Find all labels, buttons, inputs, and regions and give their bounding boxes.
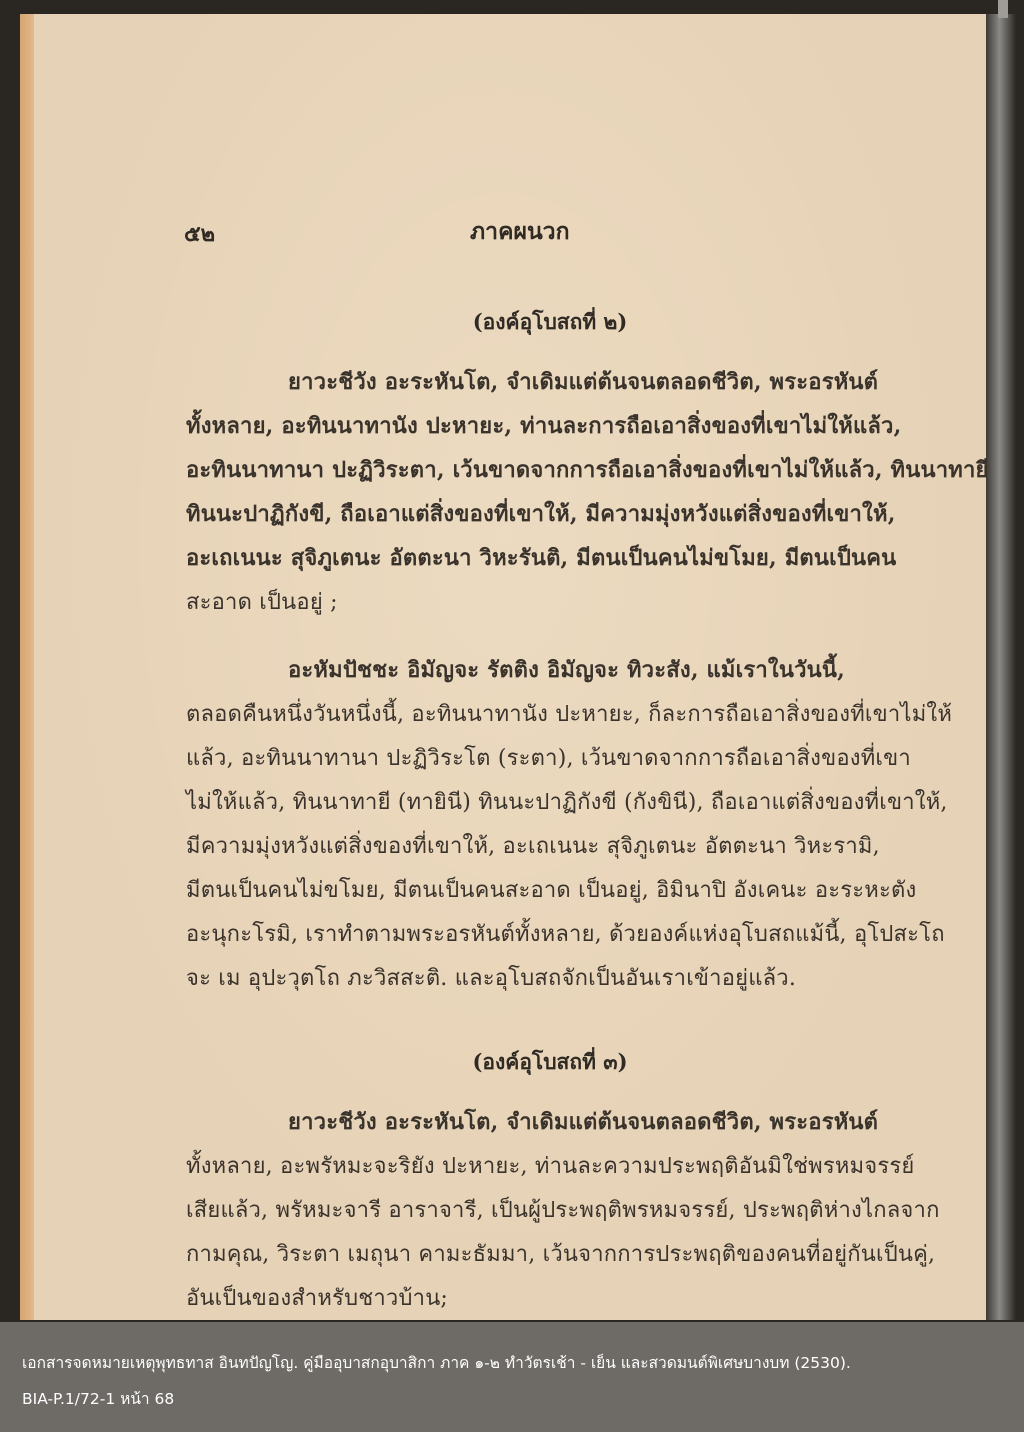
text-line: ยาวะชีวัง อะระหันโต, จำเดิมแต่ต้นจนตลอดชีวิต, พระอรหันต์ [288, 1109, 879, 1135]
page-tab-marker [998, 0, 1008, 18]
text-line: ทั้งหลาย, อะทินนาทานัง ปะหายะ, ท่านละการถือเอาสิ่งของที่เขาไม่ให้แล้ว, [186, 413, 902, 439]
text-line: มีตนเป็นคนไม่ขโมย, มีตนเป็นคนสะอาด เป็นอยู่, อิมินาปิ อังเคนะ อะระหะตัง [186, 878, 917, 903]
book-binding-edge [986, 14, 1016, 1320]
page-left-edge [20, 14, 34, 1320]
text-line: ตลอดคืนหนึ่งวันหนึ่งนี้, อะทินนาทานัง ปะหายะ, ก็ละการถือเอาสิ่งของที่เขาไม่ให้ [186, 702, 953, 727]
text-line: ยาวะชีวัง อะระหันโต, จำเดิมแต่ต้นจนตลอดชีวิต, พระอรหันต์ [288, 369, 879, 395]
page-number: ๕๒ [184, 221, 216, 247]
text-line: อะทินนาทานา ปะฏิวิระตา, เว้นขาดจากการถือเอาสิ่งของที่เขาไม่ให้แล้ว, ทินนาทายี [186, 457, 989, 483]
caption-bar [0, 1322, 1024, 1432]
section-heading-3: (องค์อุโบสถที่ ๓) [472, 1049, 628, 1074]
text-line: ทั้งหลาย, อะพรัหมะจะริยัง ปะหายะ, ท่านละความประพฤติอันมิใช่พรหมจรรย์ [186, 1154, 915, 1179]
text-line: อะเถเนนะ สุจิภูเตนะ อัตตะนา วิหะรันติ, มีตนเป็นคนไม่ขโมย, มีตนเป็นคน [186, 545, 897, 571]
text-line: อะนุกะโรมิ, เราทำตามพระอรหันต์ทั้งหลาย, ด้วยองค์แห่งอุโบสถแม้นี้, อุโปสะโถ [186, 922, 945, 947]
text-line: จะ เม อุปะวุตโถ ภะวิสสะติ. และอุโบสถจักเป็นอันเราเข้าอยู่แล้ว. [186, 966, 797, 991]
text-line: กามคุณ, วิระตา เมถุนา คามะธัมมา, เว้นจากการประพฤติของคนที่อยู่กันเป็นคู่, [186, 1242, 936, 1267]
page-title: ภาคผนวก [470, 218, 570, 245]
text-line: อะหัมปัชชะ อิมัญจะ รัตติง อิมัญจะ ทิวะสัง, แม้เราในวันนี้, [288, 657, 845, 683]
caption-citation: เอกสารจดหมายเหตุพุทธทาส อินทปัญโญ. คู่มืออุบาสกอุบาสิกา ภาค ๑-๒ ทำวัตรเช้า - เย็น และสวดมนต์พิเศษบางบท (2530). [22, 1354, 851, 1372]
caption-reference: BIA-P.1/72-1 หน้า 68 [22, 1390, 175, 1408]
text-line: สะอาด เป็นอยู่ ; [186, 590, 338, 615]
text-line: มีความมุ่งหวังแต่สิ่งของที่เขาให้, อะเถเนนะ สุจิภูเตนะ อัตตะนา วิหะรามิ, [186, 834, 880, 859]
text-line: ทินนะปาฏิกังขี, ถือเอาแต่สิ่งของที่เขาให้, มีความมุ่งหวังแต่สิ่งของที่เขาให้, [186, 501, 896, 527]
text-line: ไม่ให้แล้ว, ทินนาทายี (ทายินี) ทินนะปาฏิกังขี (กังขินี), ถือเอาแต่สิ่งของที่เขาให้, [186, 790, 948, 815]
section-heading-2: (องค์อุโบสถที่ ๒) [472, 309, 628, 334]
text-line: อันเป็นของสำหรับชาวบ้าน; [186, 1286, 449, 1311]
text-line: แล้ว, อะทินนาทานา ปะฏิวิระโต (ระตา), เว้นขาดจากการถือเอาสิ่งของที่เขา [186, 746, 911, 771]
text-line: เสียแล้ว, พรัหมะจารี อาราจารี, เป็นผู้ประพฤติพรหมจรรย์, ประพฤติห่างไกลจาก [186, 1198, 940, 1223]
